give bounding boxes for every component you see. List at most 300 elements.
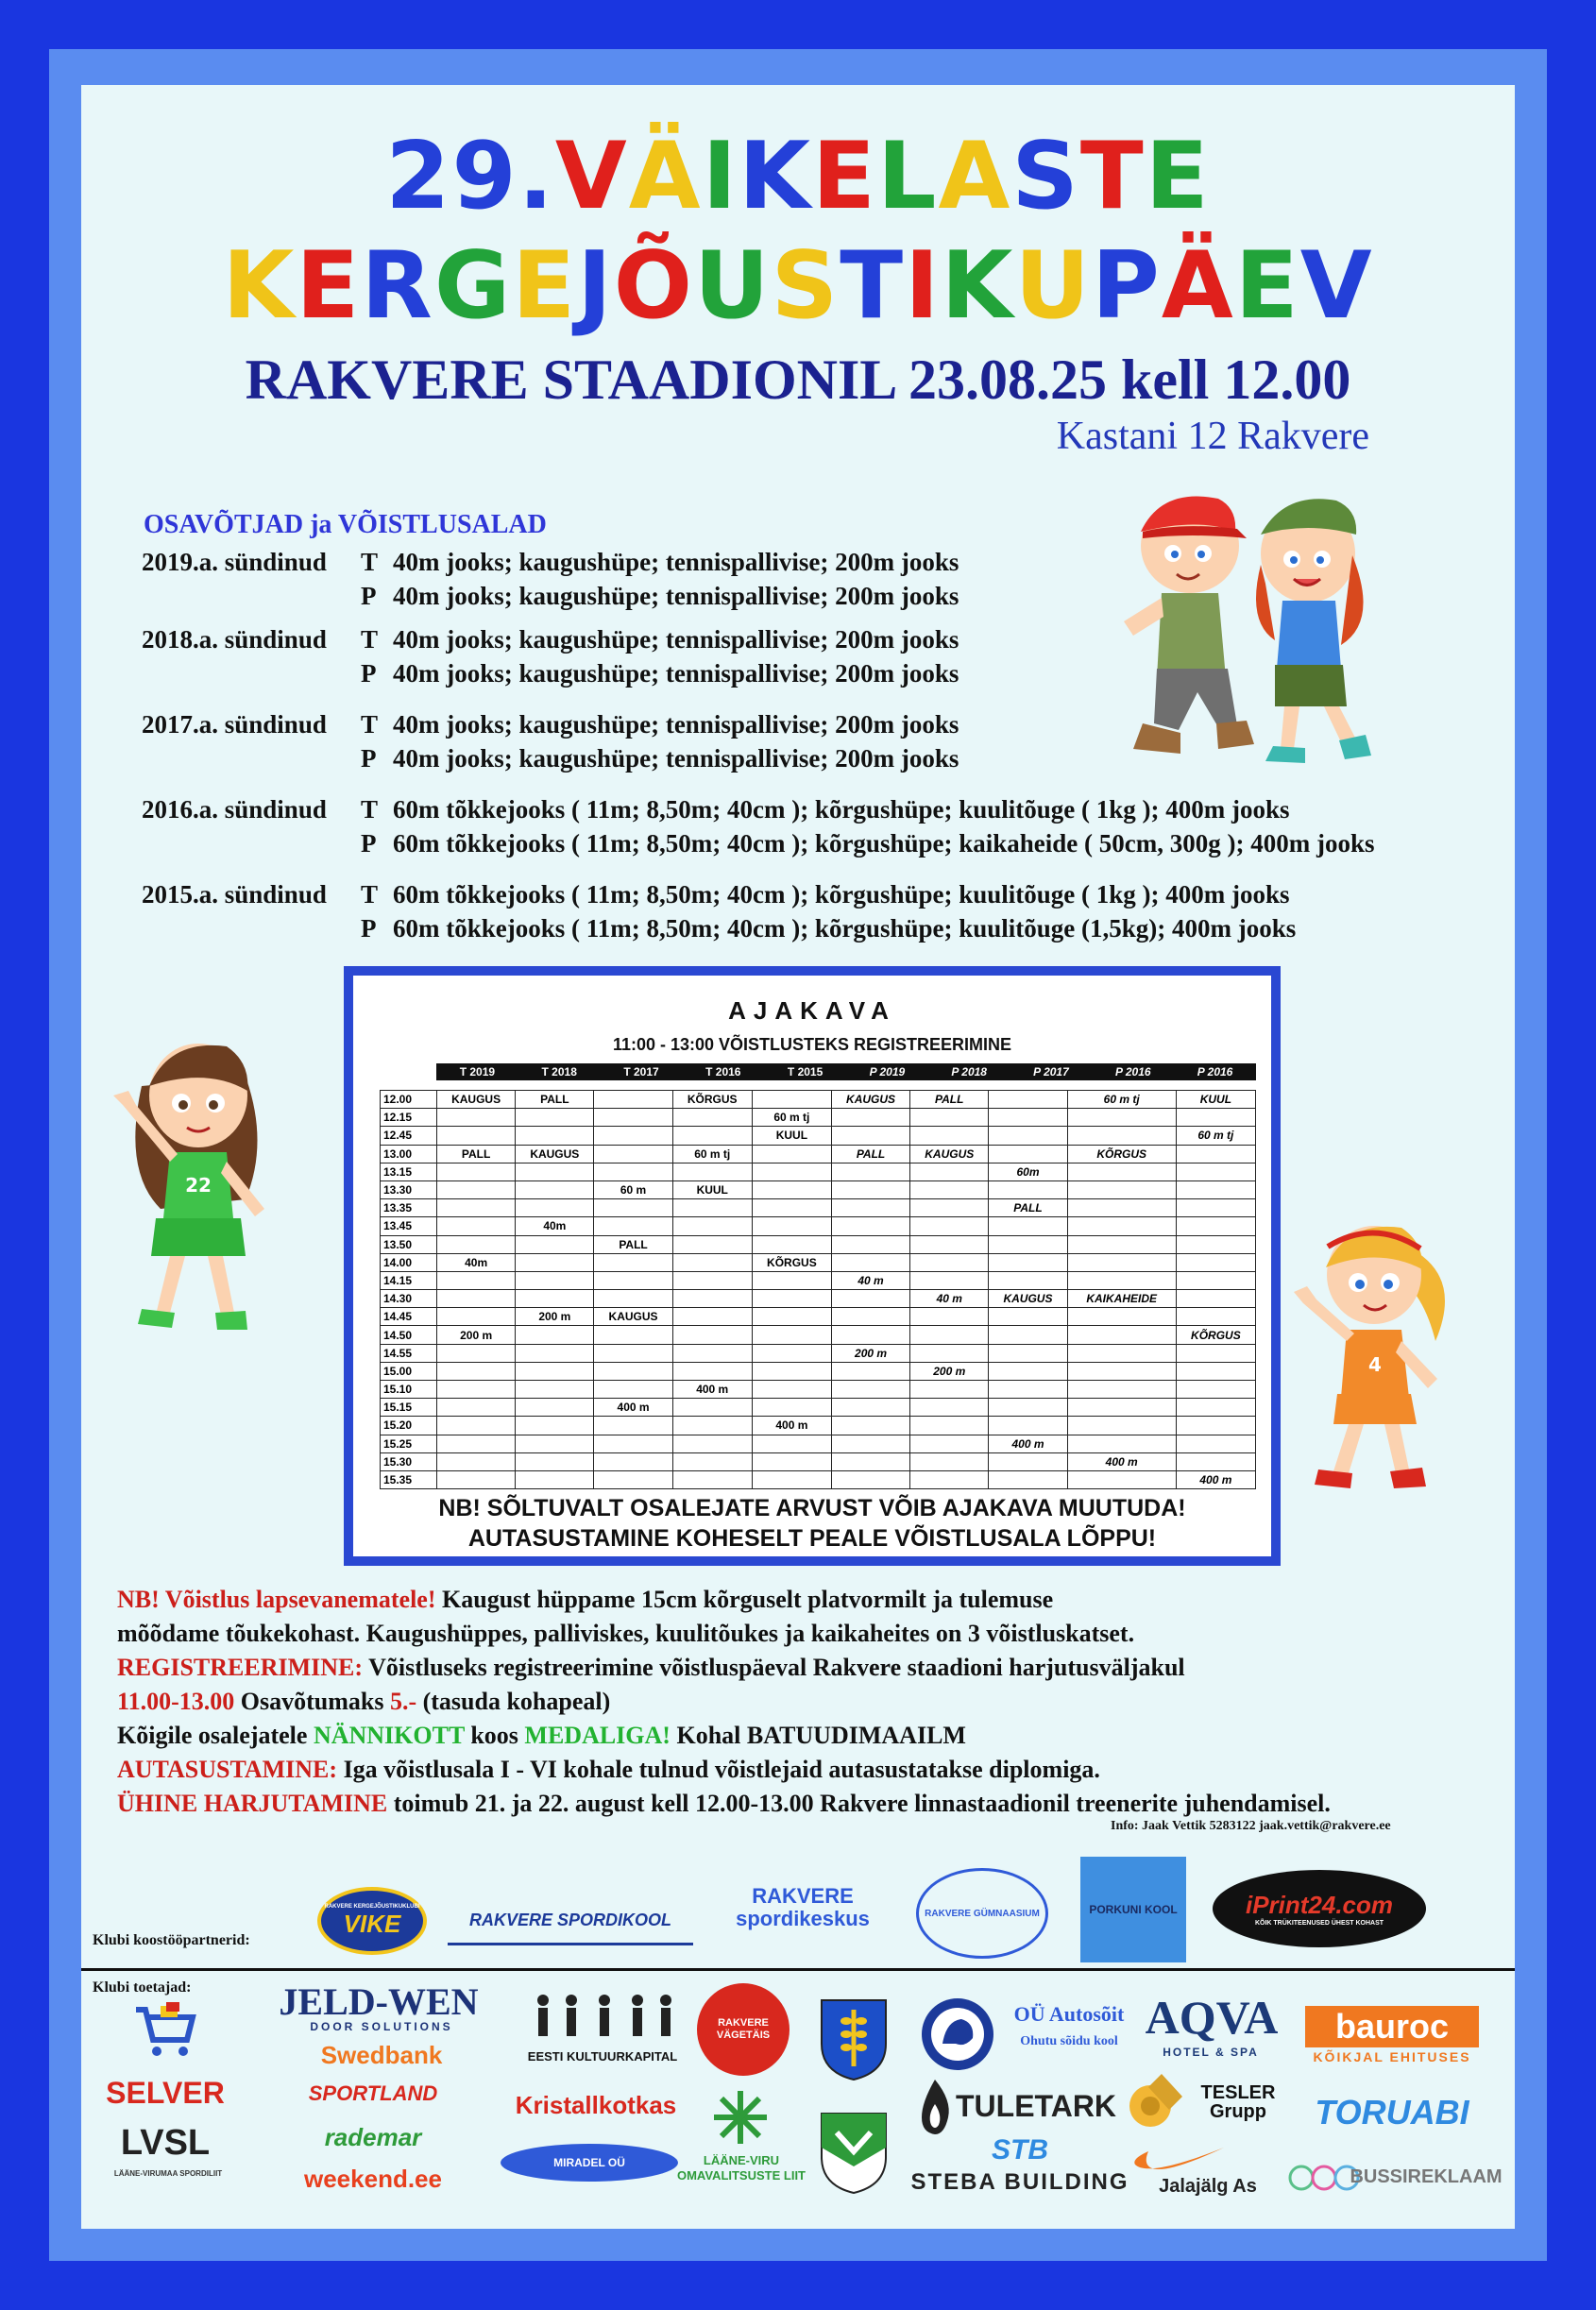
schedule-cell: KUUL [1176,1091,1255,1109]
title-letter: I [905,232,942,340]
schedule-cell [831,1308,909,1326]
schedule-cell: 400 m [594,1399,672,1417]
schedule-cell [594,1417,672,1435]
schedule-cell [1067,1362,1176,1380]
title-letter: Ä [628,123,703,230]
schedule-cell [989,1217,1067,1235]
award-line [117,1753,1486,1787]
schedule-row [381,1199,1256,1217]
schedule-cell [594,1163,672,1180]
schedule-cell [910,1470,989,1488]
logo-rakvere-spordikeskus: RAKVERE spordikeskus [736,1884,870,1930]
svg-text:22: 22 [185,1174,212,1197]
event-year: 2018.a. sündinud [142,625,327,654]
schedule-cell [672,1235,752,1253]
schedule-column-header: P 2019 [869,1065,906,1079]
logo-rademar: rademar [324,2122,422,2151]
schedule-cell [594,1470,672,1488]
award-text: Iga võistlusala I - VI kohale tulnud võistlejaid autasustatakse diplomiga. [337,1756,1100,1783]
schedule-cell [594,1381,672,1399]
logo-bussireklaam: BUSSIREKLAAM [1350,2166,1503,2187]
event-row [142,795,1290,824]
logo-miradel: MIRADEL OÜ [501,2144,678,2182]
schedule-column-header: P 2016 [1114,1065,1151,1079]
fee-text: Osavõtumaks [234,1688,390,1715]
schedule-cell [437,1344,516,1362]
schedule-cell [752,1399,831,1417]
title-letter: E [1234,232,1300,340]
schedule-cell [437,1199,516,1217]
logo-tuletark: TULETARK [955,2088,1117,2123]
title-letter: Ä [1161,232,1235,340]
schedule-cell [752,1435,831,1452]
coat-of-arms-green-icon [818,2110,890,2195]
schedule-cell [989,1362,1067,1380]
schedule-cell [989,1308,1067,1326]
title-letter: E [296,232,362,340]
schedule-cell [910,1271,989,1289]
registration-text: Võistluseks registreerimine võistluspäeval Rakvere staadioni harjutusväljakul [363,1654,1185,1681]
schedule-row [381,1127,1256,1145]
schedule-row [381,1253,1256,1271]
schedule-cell [989,1470,1067,1488]
schedule-cell [752,1344,831,1362]
schedule-cell [752,1452,831,1470]
schedule-cell [1176,1435,1255,1452]
schedule-row [381,1362,1256,1380]
event-row [142,744,959,773]
title-letter: S [1011,123,1080,230]
girl-green-illustration [104,1029,293,1350]
schedule-row [381,1109,1256,1127]
parents-text: Kaugust hüppame 15cm kõrguselt platvormilt ja tulemuse [435,1586,1054,1613]
title-letter: V [1299,232,1374,340]
schedule-cell [1067,1109,1176,1127]
schedule-cell [437,1381,516,1399]
schedule-cell [672,1290,752,1308]
schedule-cell: PALL [989,1199,1067,1217]
schedule-cell [752,1362,831,1380]
logo-rakvere-spordikool: RAKVERE SPORDIKOOL [448,1898,693,1945]
logo-tesler-grupp: TESLER Grupp [1200,2082,1276,2122]
schedule-cell: 200 m [516,1308,594,1326]
schedule-cell [1067,1217,1176,1235]
schedule-cell [910,1308,989,1326]
schedule-cell [594,1344,672,1362]
schedule-cell [594,1199,672,1217]
selver-cart-icon [132,2002,198,2059]
schedule-cell [831,1253,909,1271]
schedule-cell [594,1452,672,1470]
title-line-2 [0,232,1596,340]
schedule-cell [1176,1344,1255,1362]
schedule-row [381,1435,1256,1452]
gift-bag: NÄNNIKOTT [313,1722,465,1749]
schedule-cell [437,1109,516,1127]
event-year: 2019.a. sündinud [142,548,327,576]
schedule-cell [516,1163,594,1180]
logo-aqva-sub: HOTEL & SPA [1163,2046,1259,2059]
schedule-time: 14.30 [381,1290,437,1308]
schedule-cell [594,1290,672,1308]
schedule-cell: 400 m [1176,1470,1255,1488]
schedule-cell [437,1163,516,1180]
schedule-cell: PALL [594,1235,672,1253]
schedule-time: 15.15 [381,1399,437,1417]
schedule-time: 12.15 [381,1109,437,1127]
schedule-note [353,1493,1271,1554]
title-letter: E [512,232,578,340]
schedule-cell: 200 m [910,1362,989,1380]
sponsors-label: Klubi toetajad: [93,1979,192,1996]
schedule-time: 14.00 [381,1253,437,1271]
title-letter: K [222,232,297,340]
schedule-cell [989,1109,1067,1127]
partners-label: Klubi koostööpartnerid: [93,1932,250,1948]
schedule-time: 15.35 [381,1470,437,1488]
schedule-cell [672,1435,752,1452]
schedule-cell [516,1180,594,1198]
schedule-row [381,1452,1256,1470]
schedule-time: 13.45 [381,1217,437,1235]
schedule-time: 15.10 [381,1381,437,1399]
schedule-cell [1067,1253,1176,1271]
schedule-row [381,1326,1256,1344]
schedule-cell [516,1109,594,1127]
logo-vike-top: RAKVERE KERGEJÕUSTIKUKLUBI [324,1903,420,1910]
schedule-cell [516,1199,594,1217]
event-group: T [361,880,379,909]
schedule-cell [910,1381,989,1399]
schedule-time: 13.50 [381,1235,437,1253]
schedule-cell [831,1362,909,1380]
steba-mark-icon: STB [992,2134,1048,2166]
event-year: 2016.a. sündinud [142,795,327,824]
title-letter: T [1079,123,1146,230]
schedule-cell: 60 m [594,1180,672,1198]
schedule-cell [1067,1435,1176,1452]
schedule-cell [910,1435,989,1452]
schedule-cell [672,1452,752,1470]
parents-label: NB! Võistlus lapsevanematele! [117,1586,436,1613]
schedule-cell [672,1109,752,1127]
logo-kultuurkapital: EESTI KULTUURKAPITAL [527,2048,678,2064]
schedule-cell: 40m [516,1217,594,1235]
schedule-cell [437,1362,516,1380]
schedule-cell [672,1470,752,1488]
schedule-row [381,1145,1256,1163]
schedule-cell [1067,1127,1176,1145]
logo-autosoit-sub: Ohutu sõidu kool [1020,2034,1118,2048]
schedule-cell [752,1217,831,1235]
logo-steba-building: STEBA BUILDING [910,2169,1129,2195]
schedule-cell [831,1163,909,1180]
info-block [117,1583,1486,1821]
schedule-cell [752,1470,831,1488]
schedule-cell [910,1253,989,1271]
schedule-cell [989,1417,1067,1435]
schedule-cell [437,1180,516,1198]
logo-iprint24-sub: KÕIK TRÜKITEENUSED ÜHEST KOHAST [1254,1920,1384,1927]
registration-label: REGISTREERIMINE: [117,1654,364,1681]
award-label: AUTASUSTAMINE: [117,1756,338,1783]
schedule-cell [516,1452,594,1470]
schedule-cell: KAIKAHEIDE [1067,1290,1176,1308]
schedule-cell: KUUL [752,1127,831,1145]
schedule-cell [1176,1199,1255,1217]
event-group: T [361,625,379,654]
event-group: P [361,744,377,773]
event-row [142,914,1296,943]
schedule-cell: KAUGUS [910,1145,989,1163]
schedule-time: 14.50 [381,1326,437,1344]
event-disciplines: 40m jooks; kaugushüpe; tennispallivise; 200m jooks [393,710,959,739]
contact-info: Info: Jaak Vettik 5283122 jaak.vettik@rakvere.ee [1111,1819,1391,1833]
title-letter: U [694,232,772,340]
schedule-cell [910,1452,989,1470]
schedule-cell [1067,1344,1176,1362]
event-disciplines: 60m tõkkejooks ( 11m; 8,50m; 40cm ); kõrgushüpe; kuulitõuge ( 1kg ); 400m jooks [393,795,1290,824]
schedule-cell [1176,1452,1255,1470]
schedule-cell [910,1417,989,1435]
schedule-row [381,1091,1256,1109]
schedule-cell [752,1235,831,1253]
event-row [142,582,959,611]
schedule-column-header: T 2017 [623,1065,659,1079]
schedule-panel [344,966,1281,1566]
schedule-cell [1067,1163,1176,1180]
schedule-cell [516,1271,594,1289]
schedule-cell [1067,1417,1176,1435]
schedule-cell: 60 m tj [752,1109,831,1127]
schedule-cell: 400 m [989,1435,1067,1452]
schedule-cell [437,1271,516,1289]
schedule-cell [1067,1199,1176,1217]
fee-value: 5.- [389,1688,417,1715]
schedule-cell [831,1180,909,1198]
schedule-cell [910,1180,989,1198]
schedule-cell [1176,1417,1255,1435]
schedule-cell: KAUGUS [437,1091,516,1109]
schedule-cell: KÕRGUS [1067,1145,1176,1163]
schedule-subtitle: 11:00 - 13:00 VÕISTLUSTEKS REGISTREERIMINE [612,1035,1012,1054]
gift-mid: koos [464,1722,525,1749]
logo-bauroc: bauroc [1305,2006,1479,2047]
event-year: 2017.a. sündinud [142,710,327,739]
fee-line [117,1685,1486,1719]
schedule-time: 12.45 [381,1127,437,1145]
schedule-cell: KUUL [672,1180,752,1198]
schedule-cell [437,1308,516,1326]
tesler-roll-icon [1124,2068,1184,2131]
schedule-cell [516,1344,594,1362]
schedule-cell: KÕRGUS [672,1091,752,1109]
schedule-time: 13.15 [381,1163,437,1180]
schedule-cell [1176,1271,1255,1289]
schedule-cell: 60 m tj [1067,1091,1176,1109]
autosoit-lion-icon [918,1995,997,2074]
schedule-cell [831,1109,909,1127]
schedule-cell: 40 m [831,1271,909,1289]
schedule-cell [910,1127,989,1145]
title-letter: U [1014,232,1093,340]
schedule-row [381,1163,1256,1180]
event-disciplines: 60m tõkkejooks ( 11m; 8,50m; 40cm ); kõrgushüpe; kuulitõuge (1,5kg); 400m jooks [393,914,1297,943]
schedule-row [381,1381,1256,1399]
schedule-cell [1067,1470,1176,1488]
schedule-cell [594,1091,672,1109]
schedule-cell [831,1417,909,1435]
kultuurkapital-figures-icon [529,1991,680,2042]
schedule-cell: 400 m [752,1417,831,1435]
schedule-cell [831,1470,909,1488]
girl-orange-illustration [1284,1209,1464,1502]
schedule-cell [1176,1109,1255,1127]
schedule-cell [516,1326,594,1344]
schedule-cell [672,1399,752,1417]
schedule-cell [831,1381,909,1399]
schedule-cell [831,1217,909,1235]
training-line [117,1787,1486,1821]
event-row [142,829,1374,858]
schedule-header [436,1063,1256,1080]
title-letter: S [771,232,840,340]
schedule-cell [752,1326,831,1344]
fee-note: (tasuda kohapeal) [416,1688,611,1715]
schedule-time: 15.30 [381,1452,437,1470]
schedule-cell [989,1253,1067,1271]
training-text: toimub 21. ja 22. august kell 12.00-13.00 Rakvere linnastaadionil treenerite juhendamisel. [387,1790,1331,1817]
schedule-cell [910,1399,989,1417]
schedule-cell [437,1417,516,1435]
schedule-table [380,1090,1256,1489]
schedule-cell [910,1235,989,1253]
schedule-time: 14.15 [381,1271,437,1289]
title-letter: 29. [385,123,555,230]
schedule-cell [752,1145,831,1163]
registration-time: 11.00-13.00 [117,1688,235,1715]
schedule-cell [752,1381,831,1399]
schedule-column-header: T 2016 [705,1065,741,1079]
event-disciplines: 40m jooks; kaugushüpe; tennispallivise; 200m jooks [393,582,959,610]
schedule-cell [516,1381,594,1399]
schedule-row [381,1290,1256,1308]
schedule-cell [989,1235,1067,1253]
parents-line [117,1583,1486,1617]
logo-bauroc-sub: KÕIKJAL EHITUSES [1313,2049,1471,2064]
schedule-cell [516,1435,594,1452]
schedule-cell [672,1417,752,1435]
schedule-cell [594,1127,672,1145]
title-letter: E [812,123,877,230]
event-disciplines: 60m tõkkejooks ( 11m; 8,50m; 40cm ); kõrgushüpe; kaikaheide ( 50cm, 300g ); 400m jooks [393,829,1375,858]
schedule-cell: 400 m [1067,1452,1176,1470]
logo-jalajalg: Jalajälg As [1159,2175,1257,2197]
title-letter: K [941,232,1015,340]
schedule-cell: PALL [831,1145,909,1163]
schedule-cell [752,1163,831,1180]
schedule-cell: 60 m tj [1176,1127,1255,1145]
schedule-cell [752,1271,831,1289]
logo-iprint24 [1213,1870,1426,1947]
event-group: P [361,829,377,858]
schedule-column-header: P 2016 [1197,1065,1233,1079]
schedule-time: 15.20 [381,1417,437,1435]
event-disciplines: 60m tõkkejooks ( 11m; 8,50m; 40cm ); kõrgushüpe; kuulitõuge ( 1kg ); 400m jooks [393,880,1290,909]
schedule-cell: 400 m [672,1381,752,1399]
schedule-cell: PALL [437,1145,516,1163]
schedule-cell [831,1235,909,1253]
svg-text:4: 4 [1368,1353,1382,1376]
logo-iprint24-text: iPrint24.com [1245,1891,1394,1919]
logo-jeldwen-sub: DOOR SOLUTIONS [310,2020,453,2033]
logo-porkuni-kool: PORKUNI KOOL [1080,1857,1186,1962]
schedule-row [381,1235,1256,1253]
logo-toruabi: TORUABI [1315,2093,1469,2132]
schedule-cell [672,1253,752,1271]
venue-date: RAKVERE STAADIONIL 23.08.25 kell 12.00 [245,348,1351,411]
schedule-cell [672,1308,752,1326]
schedule-cell [516,1417,594,1435]
title-letter: T [840,232,906,340]
event-year: 2015.a. sündinud [142,880,327,909]
schedule-row [381,1308,1256,1326]
schedule-cell [1176,1253,1255,1271]
event-group: P [361,659,377,688]
events-section-title: OSAVÕTJAD ja VÕISTLUSALAD [144,510,547,539]
event-group: T [361,710,379,739]
schedule-cell [1067,1308,1176,1326]
schedule-time: 14.55 [381,1344,437,1362]
schedule-cell: 60 m tj [672,1145,752,1163]
schedule-cell [594,1271,672,1289]
schedule-cell [437,1452,516,1470]
schedule-cell [752,1308,831,1326]
schedule-time: 14.45 [381,1308,437,1326]
logo-lvsl: LVSL [120,2122,211,2163]
schedule-cell [989,1344,1067,1362]
schedule-cell [989,1452,1067,1470]
schedule-cell [910,1199,989,1217]
schedule-cell [831,1290,909,1308]
schedule-cell [437,1235,516,1253]
logo-aqva: AQVA [1145,1991,1279,2044]
logo-lvsl-sub: LÄÄNE-VIRUMAA SPORDILIIT [113,2168,223,2178]
logo-vike-text: VIKE [343,1909,401,1938]
schedule-cell [1067,1271,1176,1289]
schedule-cell [989,1180,1067,1198]
schedule-cell: 40 m [910,1290,989,1308]
schedule-column-header: T 2018 [541,1065,577,1079]
logo-sportland: SPORTLAND [308,2081,438,2105]
schedule-cell [989,1399,1067,1417]
schedule-cell: 200 m [437,1326,516,1344]
schedule-cell [1067,1399,1176,1417]
schedule-cell [1176,1217,1255,1235]
event-row [142,659,959,688]
schedule-cell [989,1326,1067,1344]
coat-of-arms-wheat-icon [818,1996,890,2081]
schedule-cell [1067,1326,1176,1344]
schedule-cell [831,1452,909,1470]
schedule-cell [1176,1235,1255,1253]
title-letter: A [938,123,1012,230]
schedule-row [381,1271,1256,1289]
event-row [142,710,959,739]
schedule-cell [989,1271,1067,1289]
schedule-cell [672,1271,752,1289]
venue-address: Kastani 12 Rakvere [1056,415,1369,458]
